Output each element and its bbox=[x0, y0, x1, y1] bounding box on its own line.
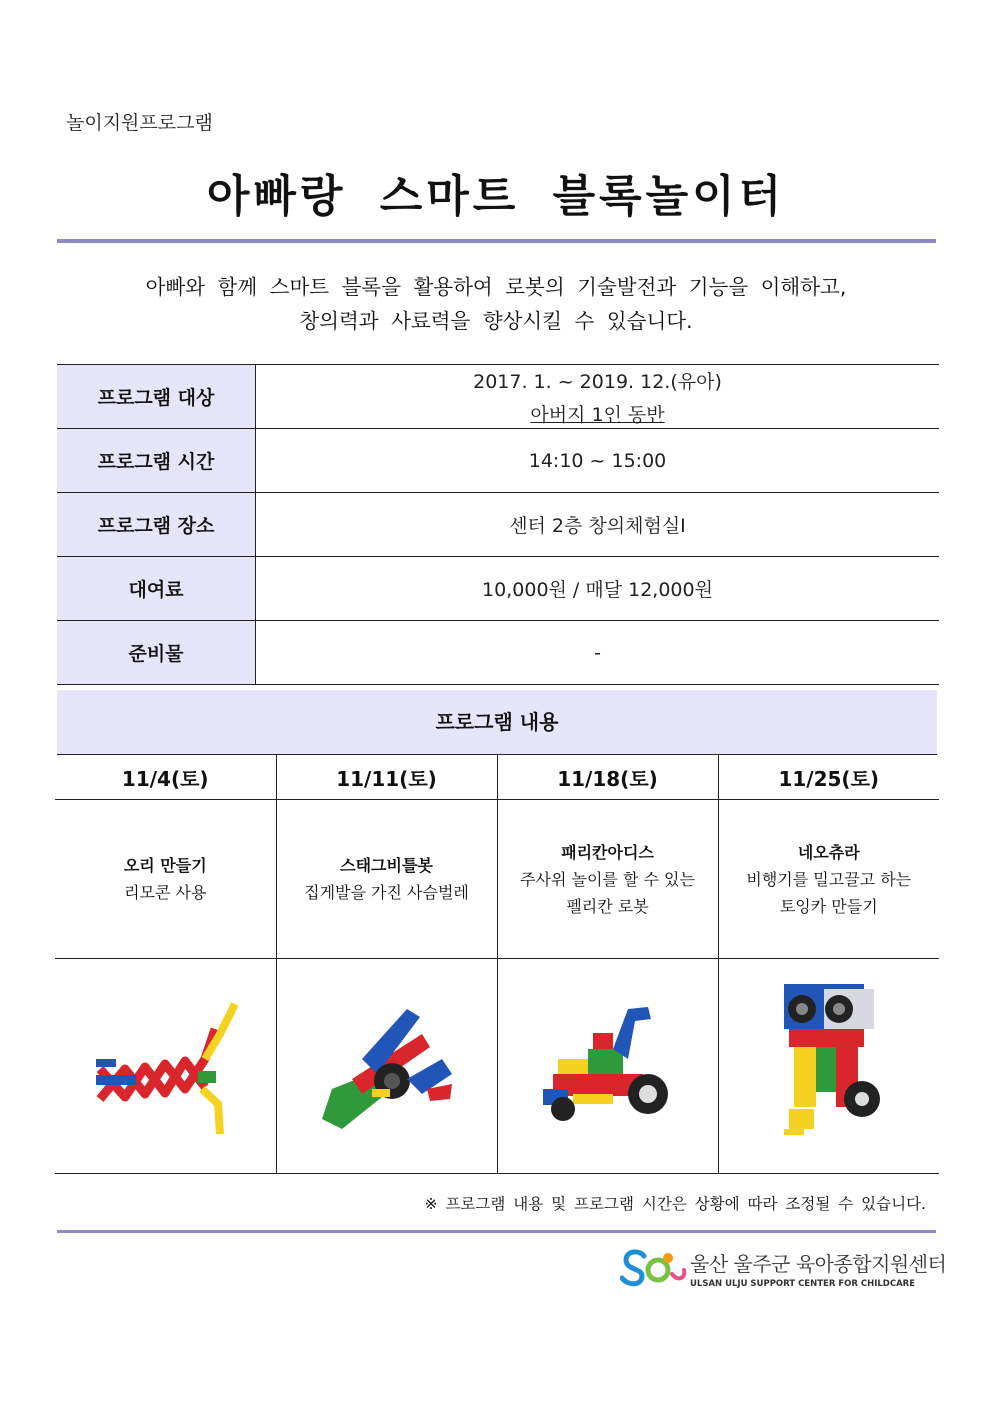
intro-text bbox=[0, 270, 992, 338]
info-row-place bbox=[57, 493, 939, 557]
session-desc-line: 펠리칸 로봇 bbox=[566, 896, 649, 916]
session-date: 11/18(토) bbox=[497, 755, 718, 800]
session-image-cell bbox=[497, 959, 718, 1174]
session-name: 스태그비틀봇 bbox=[340, 856, 433, 875]
session-desc-line: 집게발을 가진 사슴벌레 bbox=[304, 883, 469, 902]
schedule-note: ※ 프로그램 내용 및 프로그램 시간은 상황에 따라 조정될 수 있습니다. bbox=[424, 1195, 926, 1213]
session-name: 패리칸아디스 bbox=[561, 842, 654, 862]
session-date: 11/11(토) bbox=[276, 755, 497, 800]
session-desc-line: 리모콘 사용 bbox=[124, 883, 207, 902]
session-desc bbox=[718, 800, 939, 959]
info-row-time bbox=[57, 429, 939, 493]
intro-line-2: 창의력과 사료력을 향상시킬 수 있습니다. bbox=[299, 309, 693, 333]
fee-label: 대여료 bbox=[57, 557, 256, 621]
session-desc bbox=[55, 800, 276, 959]
fee-value: 10,000원 / 매달 12,000원 bbox=[256, 557, 940, 621]
session-date: 11/4(토) bbox=[55, 755, 276, 800]
info-row-fee bbox=[57, 557, 939, 621]
session-desc bbox=[276, 800, 497, 959]
intro-line-1: 아빠와 함께 스마트 블록을 활용하여 로봇의 기술발전과 기능을 이해하고, bbox=[145, 275, 847, 299]
lego-towing-car-robot-image bbox=[754, 974, 904, 1154]
session-desc-line: 비행기를 밀고끌고 하는 bbox=[746, 869, 912, 889]
session-desc bbox=[497, 800, 718, 959]
session-image-cell bbox=[718, 959, 939, 1174]
program-category: 놀이지원프로그램 bbox=[66, 112, 213, 134]
target-value: 2017. 1. ~ 2019. 12.(유아) bbox=[473, 370, 722, 393]
title-divider bbox=[57, 239, 936, 243]
footer-org bbox=[690, 1248, 946, 1289]
info-row-target bbox=[57, 365, 939, 429]
schedule-table bbox=[55, 755, 939, 1174]
schedule-image-row bbox=[55, 959, 939, 1174]
supplies-value: - bbox=[256, 621, 940, 685]
time-label: 프로그램 시간 bbox=[57, 429, 256, 493]
content-heading: 프로그램 내용 bbox=[57, 690, 937, 755]
place-label: 프로그램 장소 bbox=[57, 493, 256, 557]
target-cell bbox=[256, 365, 940, 429]
session-date: 11/25(토) bbox=[718, 755, 939, 800]
session-image-cell bbox=[55, 959, 276, 1174]
supplies-label: 준비물 bbox=[57, 621, 256, 685]
time-value: 14:10 ~ 15:00 bbox=[256, 429, 940, 493]
lego-stag-beetle-robot-image bbox=[312, 989, 462, 1139]
info-row-supplies bbox=[57, 621, 939, 685]
lego-scissor-arm-robot-image bbox=[90, 989, 240, 1139]
session-name: 오리 만들기 bbox=[123, 856, 207, 875]
program-info-table bbox=[57, 364, 939, 685]
target-label: 프로그램 대상 bbox=[57, 365, 256, 429]
place-value: 센터 2층 창의체험실Ⅰ bbox=[256, 493, 940, 557]
session-desc-line: 주사위 놀이를 할 수 있는 bbox=[520, 869, 695, 889]
session-name: 네오츄라 bbox=[797, 842, 860, 862]
schedule-date-row bbox=[55, 755, 939, 800]
footer-divider bbox=[57, 1230, 936, 1233]
lego-pelican-car-robot-image bbox=[533, 989, 683, 1139]
target-sub: 아버지 1인 동반 bbox=[530, 403, 665, 426]
org-name-en: ULSAN ULJU SUPPORT CENTER FOR CHILDCARE bbox=[690, 1279, 916, 1289]
session-image-cell bbox=[276, 959, 497, 1174]
session-desc-line: 토잉카 만들기 bbox=[779, 896, 878, 916]
page-title: 아빠랑 스마트 블록놀이터 bbox=[206, 171, 786, 222]
schedule-desc-row bbox=[55, 800, 939, 959]
org-name-ko: 울산 울주군 육아종합지원센터 bbox=[690, 1252, 947, 1276]
